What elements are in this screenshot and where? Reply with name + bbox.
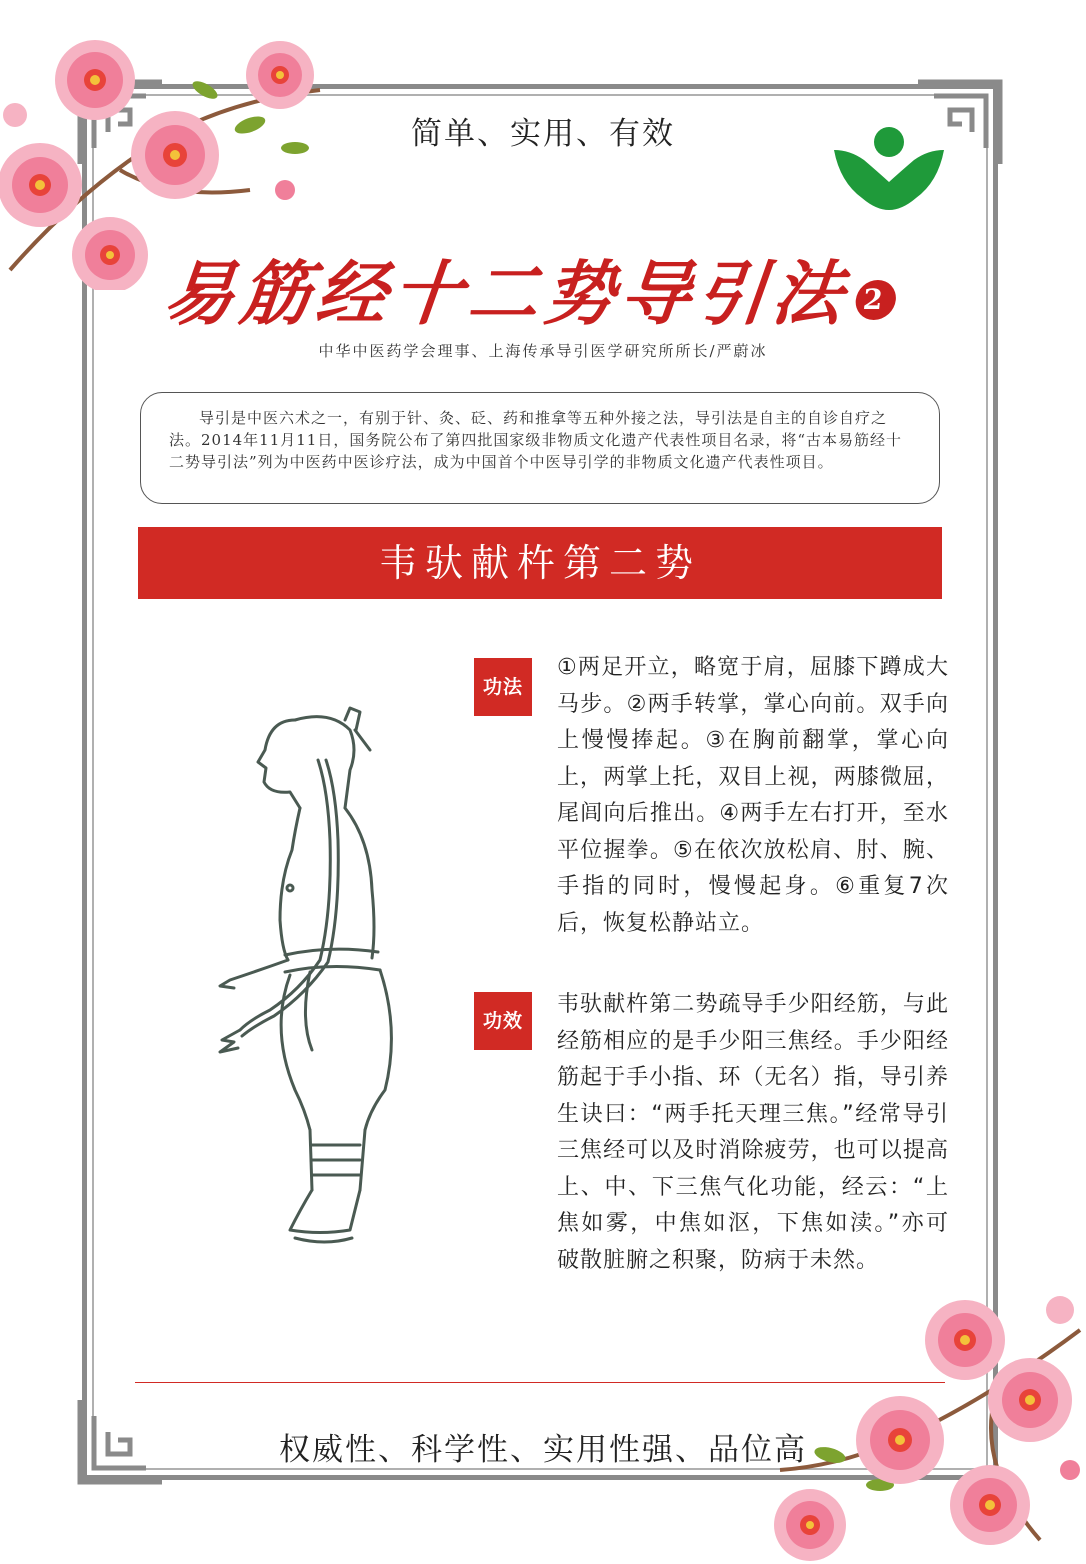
main-title: [160, 238, 903, 339]
effect-tag: 功效: [474, 992, 532, 1050]
method-text: ①两足开立，略宽于肩，屈膝下蹲成大马步。②两手转掌，掌心向前。双手向上慢慢捧起。③在胸前翻掌，掌心向上，两掌上托，双目上视，两膝微屈，尾闾向后推出。④两手左右打开，至水平位握拳。⑤在依次放松肩、肘、腕、手指的同时，慢慢起身。⑥重复7次后，恢复松静站立。: [557, 655, 949, 936]
effect-text: 韦驮献杵第二势疏导手少阳经筋，与此经筋相应的是手少阳三焦经。手少阳经筋起于手小指、环（无名）指，导引养生诀曰：“两手托天理三焦。”经常导引三焦经可以及时消除疲劳，也可以提高上、中、下三焦气化功能，经云：“上焦如雾，中焦如沤，下焦如渎。”亦可破散脏腑之积聚，防病于未然。: [557, 992, 949, 1273]
top-slogan: 简单、实用、有效: [411, 116, 675, 152]
intro-text: 导引是中医六术之一，有别于针、灸、砭、药和推拿等五种外接之法，导引法是自主的自诊自疗之法。2014年11月11日，国务院公布了第四批国家级非物质文化遗产代表性项目名录，将“古本易筋经十二势导引法”列为中医药中医诊疗法，成为中国首个中医导引学的非物质文化遗产代表性项目。: [169, 409, 903, 471]
meridian-figure-illustration: [200, 690, 440, 1270]
plum-blossom-decoration-bottom-right: [740, 1270, 1086, 1564]
main-title-text: 易筋经十二势导引法: [160, 252, 853, 335]
author-line: 中华中医药学会理事、上海传承导引医学研究所所长/严蔚冰: [318, 342, 768, 360]
green-logo-icon: [830, 120, 948, 212]
part-number-badge: 2: [854, 280, 898, 320]
bottom-slogan: 权威性、科学性、实用性强、品位高: [279, 1432, 807, 1468]
section-title-banner: 韦驮献杵第二势: [138, 527, 942, 599]
method-tag: 功法: [474, 658, 532, 716]
bottom-divider: [135, 1382, 945, 1383]
intro-box: [140, 392, 940, 504]
